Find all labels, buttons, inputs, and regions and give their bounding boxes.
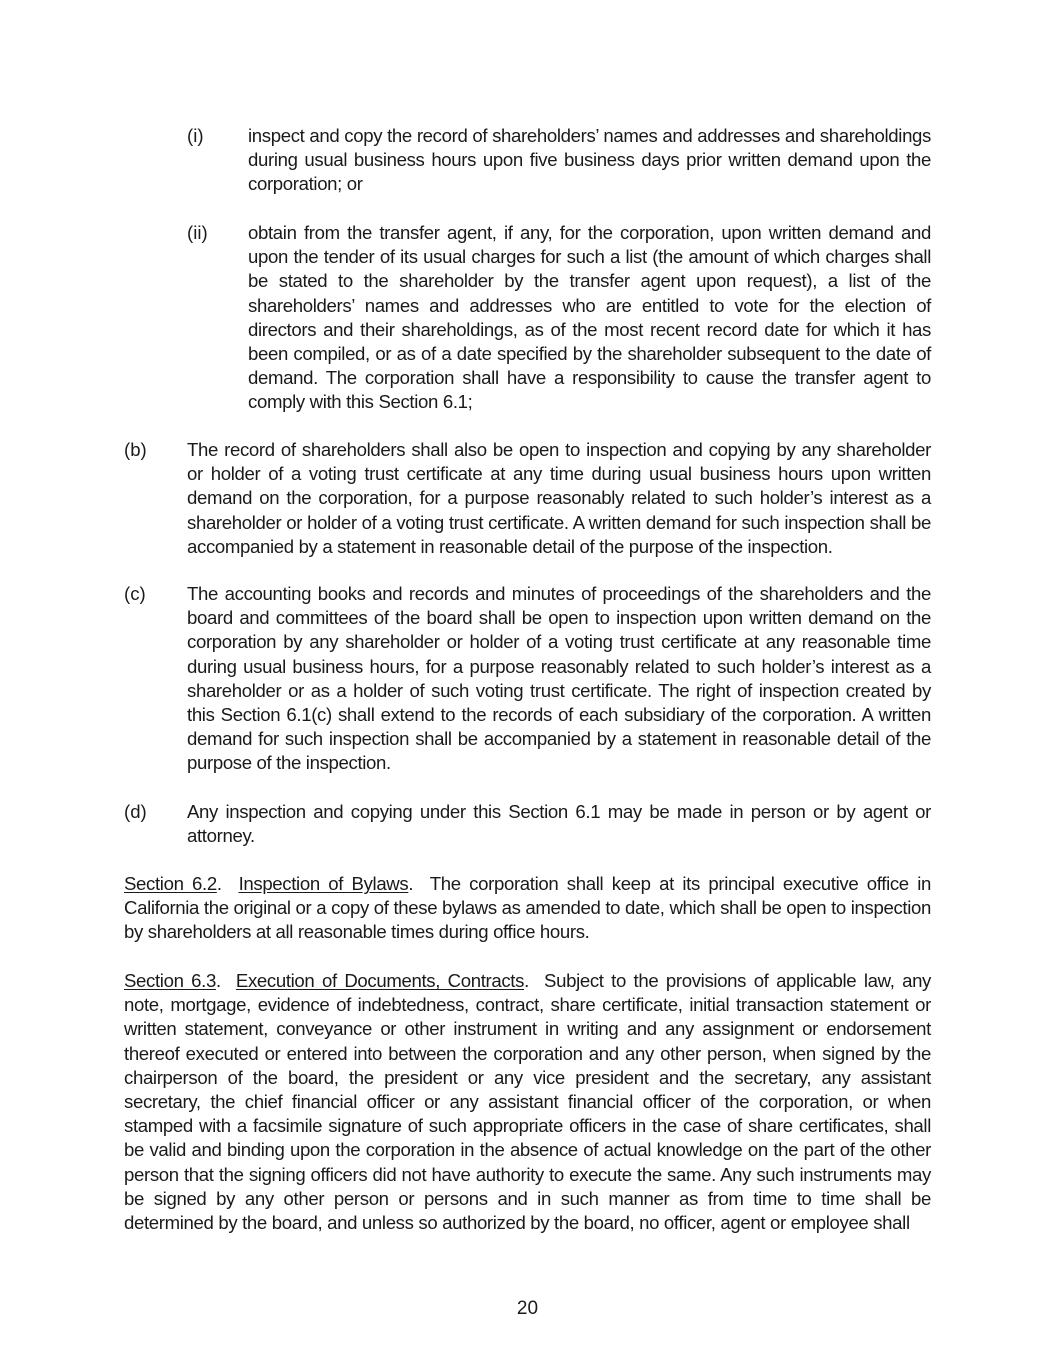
- clause-d-text: Any inspection and copying under this Section 6.1 may be made in person or by agent or attorney.: [187, 801, 931, 847]
- clause-marker-i: (i): [187, 125, 204, 146]
- clause-b: [187, 438, 931, 559]
- section-6-3-body: Subject to the provisions of applicable law, any note, mortgage, evidence of indebtedness, contract, share certificate, initial transaction statement or written statement, conveyance or other instrument in writing and any assignment or endorsement thereof executed or entered into between the corporation and any other person, when signed by the chairperson of the board, the president or any vice president and the secretary, any assistant secretary, the chief financial officer or any assistant financial officer of the corporation, or when stamped with a facsimile signature of such appropriate officers in the case of share certificates, shall be valid and binding upon the corporation in the absence of actual knowledge on the part of the other person that the signing officers did not have authority to execute the same. Any such instruments may be signed by any other person or persons and in such manner as from time to time shall be determined by the board, and unless so authorized by the board, no officer, agent or employee shall: [124, 970, 932, 1234]
- page-number: 20: [516, 1298, 539, 1319]
- clause-b-text: The record of shareholders shall also be open to inspection and copying by any shareholder or holder of a voting trust certificate at any time during usual business hours upon written demand on the corporation, for a purpose reasonably related to such holder’s interest as a shareholder or holder of a voting trust certificate. A written demand for such inspection shall be accompanied by a statement in reasonable detail of the purpose of the inspection.: [187, 439, 931, 557]
- section-6-3: Section 6.3. Execution of Documents, Contracts. Subject to the provisions of applicable law, any note, mortgage, evidence of indebtedness, contract, share certificate, initial transaction statement or written statement, conveyance or other instrument in writing and any assignment or endorsement thereof executed or entered into between the corporation and any other person, when signed by the chairperson of the board, the president or any vice president and the secretary, any assistant secretary, the chief financial officer or any assistant financial officer of the corporation, or when stamped with a facsimile signature of such appropriate officers in the case of share certificates, shall be valid and binding upon the corporation in the absence of actual knowledge on the part of the other person that the signing officers did not have authority to execute the same. Any such instruments may be signed by any other person or persons and in such manner as from time to time shall be determined by the board, and unless so authorized by the board, no officer, agent or employee shall: [124, 970, 932, 1234]
- clause-i-text: inspect and copy the record of shareholders’ names and addresses and shareholdings during usual business hours upon five business days prior written demand upon the corporation; or: [248, 125, 931, 195]
- section-6-2-body: The corporation shall keep at its principal executive office in California the original or a copy of these bylaws as amended to date, which shall be open to inspection by shareholders at all reasonable times during office hours.: [124, 873, 932, 943]
- clause-c-text: The accounting books and records and minutes of proceedings of the shareholders and the board and committees of the board shall be open to inspection upon written demand on the corporation by any shareholder or holder of a voting trust certificate at any reasonable time during usual business hours, for a purpose reasonably related to such holder’s interest as a shareholder or as a holder of such voting trust certificate. The right of inspection created by this Section 6.1(c) shall extend to the records of each subsidiary of the corporation. A written demand for such inspection shall be accompanied by a statement in reasonable detail of the purpose of the inspection.: [187, 583, 931, 774]
- clause-i: [248, 124, 931, 197]
- section-6-3-number: Section 6.3: [124, 970, 216, 991]
- clause-ii: [248, 221, 931, 415]
- clause-marker-c: (c): [124, 583, 146, 604]
- clause-marker-ii: (ii): [187, 222, 208, 243]
- section-6-3-title: Execution of Documents, Contracts: [235, 970, 525, 991]
- section-6-2: Section 6.2. Inspection of Bylaws. The corporation shall keep at its principal executive office in California the original or a copy of these bylaws as amended to date, which shall be open to inspection by shareholders at all reasonable times during office hours.: [124, 873, 932, 943]
- clause-c: [187, 582, 931, 776]
- clause-marker-d: (d): [124, 801, 147, 822]
- clause-d: [187, 800, 931, 848]
- clause-ii-text: obtain from the transfer agent, if any, for the corporation, upon written demand and upon the tender of its usual charges for such a list (the amount of which charges shall be stated to the shareholder by the transfer agent upon request), a list of the shareholders’ names and addresses who are entitled to vote for the election of directors and their shareholdings, as of the most recent record date for which it has been compiled, or as of a date specified by the shareholder subsequent to the date of demand. The corporation shall have a responsibility to cause the transfer agent to comply with this Section 6.1;: [248, 222, 931, 413]
- section-6-2-number: Section 6.2: [124, 873, 217, 894]
- clause-marker-b: (b): [124, 439, 147, 460]
- section-6-2-title: Inspection of Bylaws: [238, 873, 409, 894]
